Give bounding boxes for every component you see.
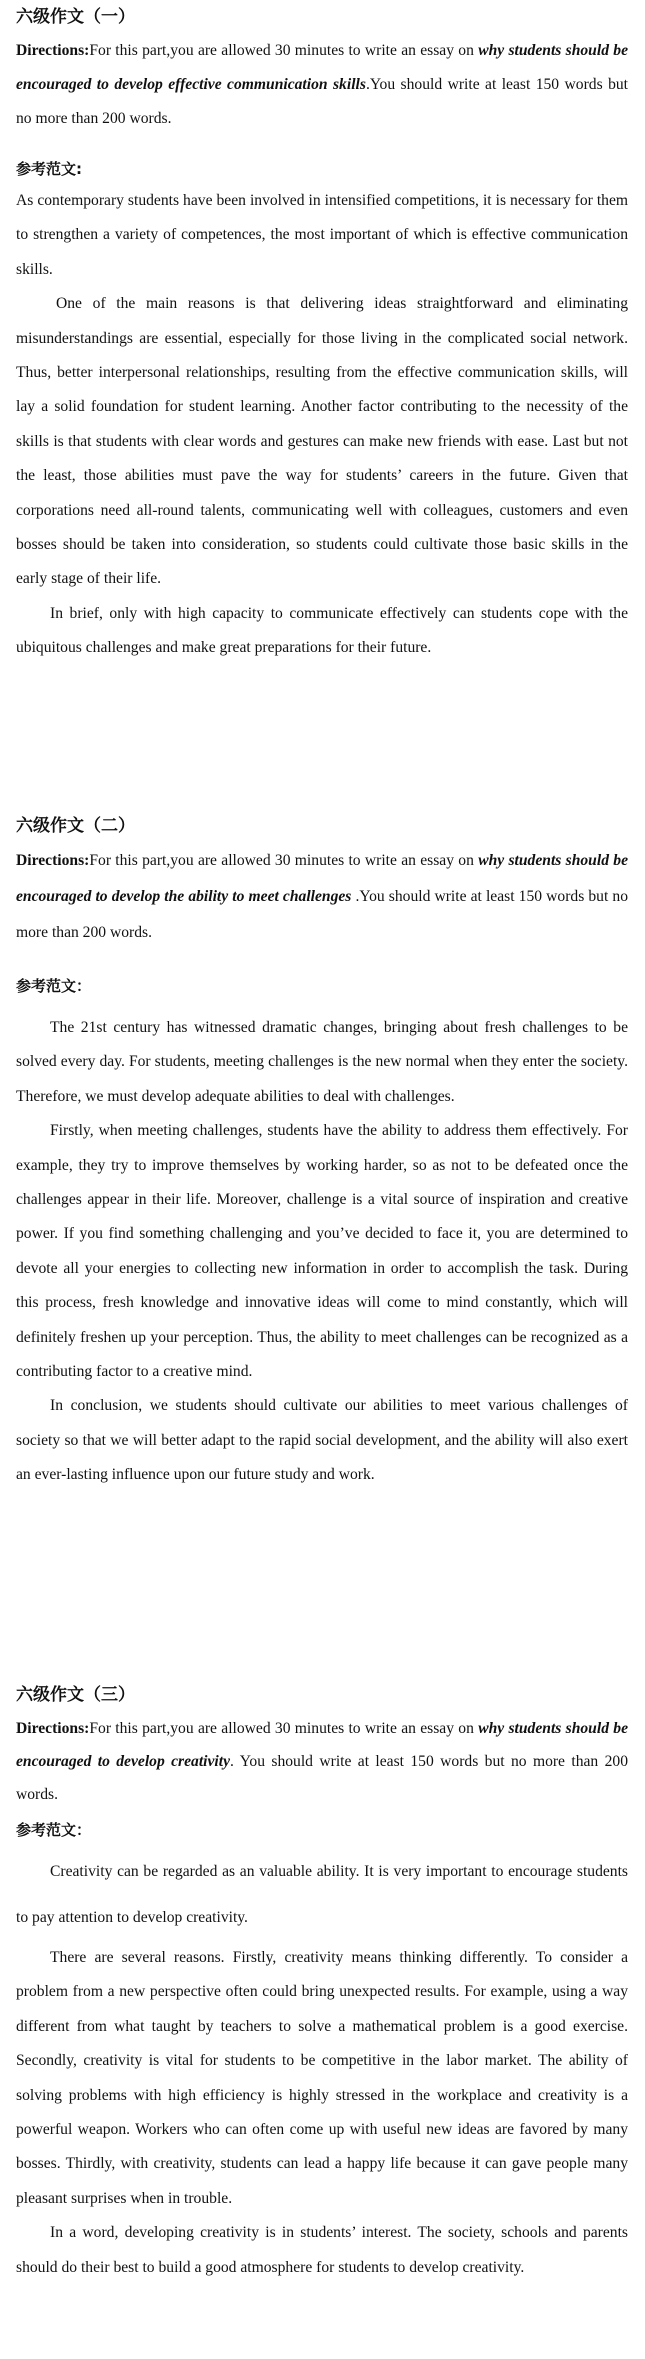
directions bbox=[16, 34, 628, 136]
essay-paragraph: One of the main reasons is that delivering ideas straightforward and eliminating misunderstandings are essential, especially for those living in the complicated social network. Thus, better interpersonal relationships, resulting from the effective communication skills, will lay a solid foundation for student learning. Another factor contributing to the necessity of the skills is that students with clear words and gestures can make new friends with ease. Last but not the least, those abilities must pave the way for students’ careers in the future. Given that corporations need all-round talents, communicating well with colleagues, customers and even bosses should be taken into consideration, so students could cultivate those basic skills in the early stage of their life. bbox=[16, 295, 628, 588]
directions-tail: . You should write at least 150 words but no more than 200 words. bbox=[16, 1753, 628, 1803]
essay-heading: 六级作文（一） bbox=[16, 7, 135, 27]
directions-tail: .You should write at least 150 words but no more than 200 words. bbox=[16, 888, 629, 941]
essay-heading: 六级作文（三） bbox=[16, 1685, 135, 1705]
sample-essay-label: 参考范文: bbox=[16, 160, 82, 178]
directions-label: Directions: bbox=[16, 852, 90, 869]
directions-text: For this part,you are allowed 30 minutes to write an essay on bbox=[89, 42, 479, 59]
essay-paragraph: In brief, only with high capacity to communicate effectively can students cope with the ubiquitous challenges and make great preparations for their future. bbox=[16, 604, 628, 657]
directions-text: For this part,you are allowed 30 minutes to write an essay on bbox=[89, 1720, 479, 1737]
essay-heading: 六级作文（二） bbox=[16, 816, 135, 836]
essay-paragraph: In a word, developing creativity is in students’ interest. The society, schools and parents should do their best to build a good atmosphere for students to develop creativity. bbox=[16, 2224, 628, 2276]
directions-label: Directions: bbox=[16, 1720, 90, 1737]
sample-essay-label: 参考范文： bbox=[16, 1821, 92, 1839]
essay-section-1 bbox=[16, 6, 628, 666]
directions bbox=[16, 1712, 628, 1811]
essay-paragraph: In conclusion, we students should cultivate our abilities to meet various challenges of society so that we will better adapt to the rapid social development, and the ability will also exert an ever-lasting influence upon our future study and work. bbox=[16, 1397, 628, 1484]
essay-topic: why students should be encouraged to develop effective communication skills bbox=[16, 42, 628, 93]
directions-tail: .You should write at least 150 words but no more than 200 words. bbox=[16, 76, 629, 127]
sample-essay-label: 参考范文： bbox=[16, 977, 92, 995]
directions-label: Directions: bbox=[16, 42, 90, 59]
essay-paragraph: There are several reasons. Firstly, creativity means thinking differently. To consider a problem from a new perspective often could bring unexpected results. For example, using a way different from what taught by teachers to solve a mathematical problem is a good exercise. Secondly, creativity is vital for students to be competitive in the labor market. The ability of solving problems with high efficiency is highly stressed in the workplace and creativity is a powerful weapon. Workers who can often come up with useful new ideas are favored by many bosses. Thirdly, with creativity, students can lead a happy life because it can gave people many pleasant surprises when in trouble. bbox=[16, 1949, 628, 2207]
essay-topic: why students should be encouraged to develop creativity bbox=[16, 1720, 628, 1770]
essay-paragraph: Firstly, when meeting challenges, students have the ability to address them effectively. For example, they try to improve themselves by working harder, so as not to be defeated once the challenges appear in their life. Moreover, challenge is a vital source of inspiration and creative power. If you find something challenging and you’ve decided to face it, you are determined to devote all your energies to collecting new information in order to accomplish the task. During this process, fresh knowledge and innovative ideas will come to mind constantly, which will definitely freshen up your perception. Thus, the ability to meet challenges can be recognized as a contributing factor to a creative mind. bbox=[16, 1122, 628, 1381]
essay-section-2 bbox=[16, 815, 628, 1493]
essay-section-3 bbox=[16, 1684, 628, 2285]
directions bbox=[16, 843, 628, 951]
essay-paragraph: Creativity can be regarded as an valuable ability. It is very important to encourage students to pay attention to develop creativity. bbox=[16, 1863, 628, 1926]
essay-topic: why students should be encouraged to develop the ability to meet challenges bbox=[16, 852, 628, 905]
essay-paragraph: As contemporary students have been involved in intensified competitions, it is necessary for them to strengthen a variety of competences, the most important of which is effective communication skills. bbox=[16, 192, 628, 278]
directions-text: For this part,you are allowed 30 minutes to write an essay on bbox=[89, 852, 479, 869]
essay-paragraph: The 21st century has witnessed dramatic changes, bringing about fresh challenges to be solved every day. For students, meeting challenges is the new normal when they enter the society. Therefore, we must develop adequate abilities to deal with challenges. bbox=[16, 1019, 628, 1105]
